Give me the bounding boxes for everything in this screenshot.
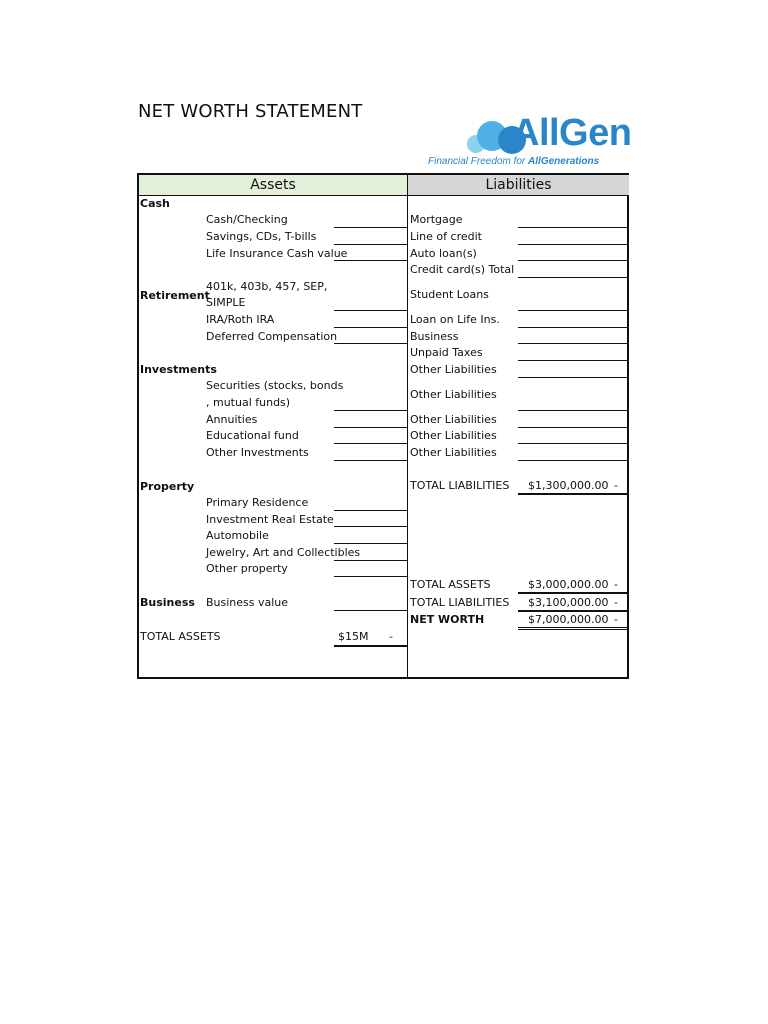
asset-cash-checking: Cash/Checking [206,213,288,226]
asset-other-property: Other property [206,562,288,575]
liability-input-line[interactable] [518,310,629,311]
summary-total-assets-label: TOTAL ASSETS [410,578,491,591]
asset-input-line[interactable] [334,410,407,411]
liability-line-of-credit: Line of credit [410,230,482,243]
liability-input-line[interactable] [518,244,629,245]
liability-input-line[interactable] [518,327,629,328]
summary-underline [518,610,629,612]
liability-other: Other Liabilities [410,363,497,376]
asset-input-line[interactable] [334,543,407,544]
asset-input-line[interactable] [334,526,407,527]
liability-loan-life-ins: Loan on Life Ins. [410,313,500,326]
asset-life-insurance: Life Insurance Cash value [206,247,348,260]
liability-mortgage: Mortgage [410,213,463,226]
asset-input-line[interactable] [334,610,407,611]
total-assets-dash: - [389,630,393,643]
page-title: NET WORTH STATEMENT [138,101,363,122]
liability-business: Business [410,330,459,343]
category-property: Property [140,480,195,493]
liability-input-line[interactable] [518,427,629,428]
asset-ira: IRA/Roth IRA [206,313,275,326]
category-business: Business [140,596,195,609]
column-divider [407,175,408,679]
total-underline [518,493,629,495]
liability-other: Other Liabilities [410,446,497,459]
liability-student-loans: Student Loans [410,288,489,301]
allgen-logo [428,110,633,172]
summary-total-liabilities-label: TOTAL LIABILITIES [410,596,510,609]
asset-input-line[interactable] [334,443,407,444]
asset-input-line[interactable] [334,327,407,328]
net-worth-label: NET WORTH [410,613,485,626]
asset-input-line[interactable] [334,343,407,344]
asset-input-line[interactable] [334,310,407,311]
asset-input-line[interactable] [334,560,407,561]
brand-tagline: Financial Freedom for AllGenerations [428,156,600,167]
asset-educational-fund: Educational fund [206,429,299,442]
asset-input-line[interactable] [334,227,407,228]
total-underline [334,645,407,647]
summary-total-liabilities-dash: - [614,596,618,609]
liability-unpaid-taxes: Unpaid Taxes [410,346,483,359]
liability-input-line[interactable] [518,277,629,278]
asset-401k: 401k, 403b, 457, SEP, [206,280,328,293]
asset-savings: Savings, CDs, T-bills [206,230,317,243]
category-retirement: Retirement [140,289,210,302]
total-assets-value: $15M [338,630,369,643]
asset-input-line[interactable] [334,510,407,511]
asset-other-investments: Other Investments [206,446,309,459]
total-liabilities-value: $1,300,000.00 [528,479,609,492]
category-cash: Cash [140,197,170,210]
net-worth-table [137,173,629,679]
summary-total-assets-dash: - [614,578,618,591]
liability-input-line[interactable] [518,227,629,228]
asset-annuities: Annuities [206,413,258,426]
asset-primary-residence: Primary Residence [206,496,309,509]
summary-underline [518,592,629,594]
asset-business-value: Business value [206,596,289,609]
asset-automobile: Automobile [206,529,269,542]
net-worth-dash: - [614,613,618,626]
total-assets-label: TOTAL ASSETS [140,630,221,643]
total-liabilities-label: TOTAL LIABILITIES [410,479,510,492]
liability-other: Other Liabilities [410,413,497,426]
asset-securities: Securities (stocks, bonds [206,379,344,392]
liability-other: Other Liabilities [410,429,497,442]
liability-auto-loans: Auto loan(s) [410,247,477,260]
asset-investment-real-estate: Investment Real Estate [206,513,334,526]
summary-total-liabilities-value: $3,100,000.00 [528,596,609,609]
asset-jewelry: Jewelry, Art and Collectibles [206,546,361,559]
liability-input-line[interactable] [518,410,629,411]
asset-input-line[interactable] [334,460,407,461]
liability-input-line[interactable] [518,260,629,261]
net-worth-value: $7,000,000.00 [528,613,609,626]
brand-name: AllGen [512,112,632,154]
liability-input-line[interactable] [518,443,629,444]
asset-deferred-comp: Deferred Compensation [206,330,338,343]
asset-simple: SIMPLE [206,296,246,309]
category-investments: Investments [140,363,217,376]
asset-input-line[interactable] [334,427,407,428]
asset-input-line[interactable] [334,260,407,261]
liability-input-line[interactable] [518,343,629,344]
liability-credit-cards: Credit card(s) Total [410,263,515,276]
asset-input-line[interactable] [334,576,407,577]
liability-input-line[interactable] [518,360,629,361]
liability-other: Other Liabilities [410,388,497,401]
net-worth-double-underline [518,627,629,630]
asset-input-line[interactable] [334,244,407,245]
liability-input-line[interactable] [518,460,629,461]
summary-total-assets-value: $3,000,000.00 [528,578,609,591]
liability-input-line[interactable] [518,377,629,378]
asset-mutual-funds: , mutual funds) [206,396,291,409]
liabilities-header: Liabilities [408,175,629,196]
assets-header: Assets [139,175,407,196]
total-liabilities-dash: - [614,479,618,492]
